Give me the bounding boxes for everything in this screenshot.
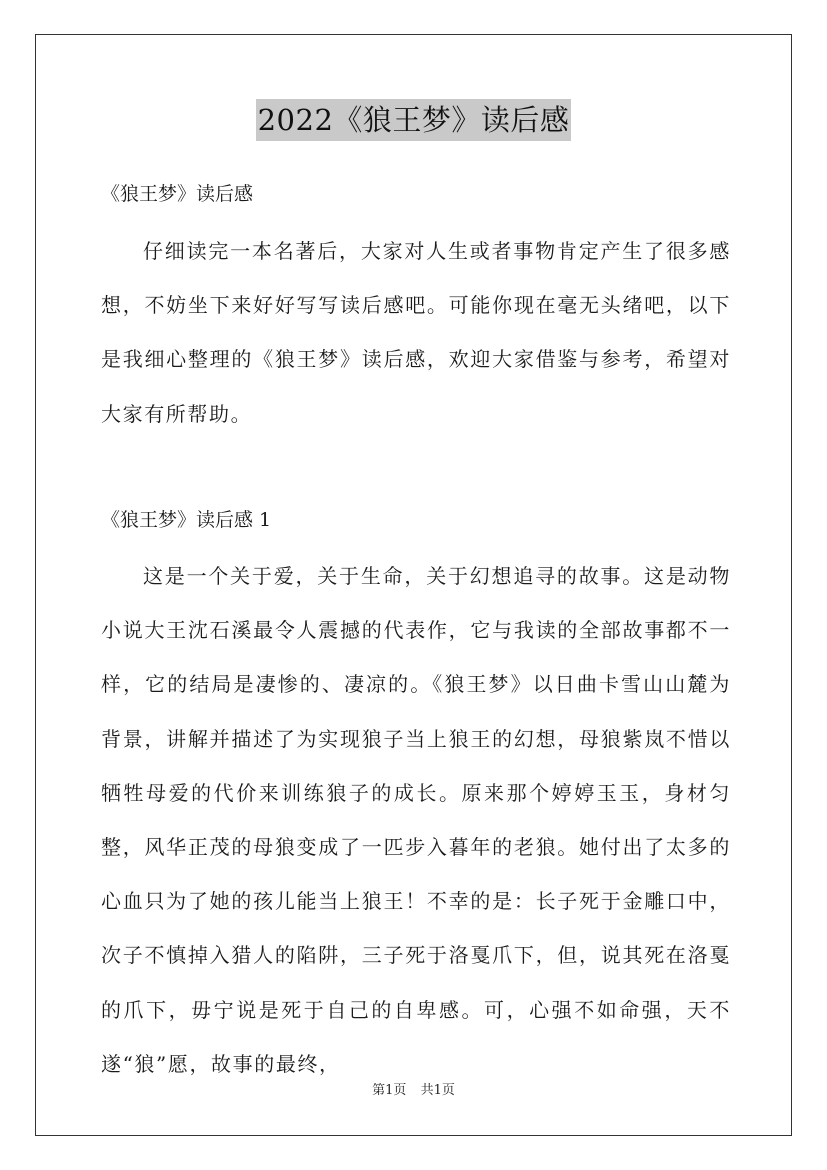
title-container — [0, 99, 827, 141]
page-total: 共1页 — [420, 1083, 455, 1098]
document-subtitle: 《狼王梦》读后感 — [101, 183, 254, 205]
page-footer — [0, 1082, 827, 1100]
section-paragraph: 这是一个关于爱，关于生命，关于幻想追寻的故事。这是动物小说大王沈石溪最令人震撼的代表作，它与我读的全部故事都不一样，它的结局是凄惨的、凄凉的。《狼王梦》以日曲卡雪山山麓为背景，讲解并描述了为实现狼子当上狼王的幻想，母狼紫岚不惜以牺牲母爱的代价来训练狼子的成长。原来那个婷婷玉玉，身材匀整，风华正茂的母狼变成了一匹步入暮年的老狼。她付出了太多的心血只为了她的孩儿能当上狼王！不幸的是：长子死于金雕口中，次子不慎掉入猎人的陷阱，三子死于洛戛爪下，但，说其死在洛戛的爪下，毋宁说是死于自己的自卑感。可，心强不如命强，天不遂“狼”愿，故事的最终， — [101, 564, 731, 1076]
document-title: 2022《狼王梦》读后感 — [256, 99, 572, 141]
intro-paragraph: 仔细读完一本名著后，大家对人生或者事物肯定产生了很多感想，不妨坐下来好好写写读后感吧。可能你现在毫无头绪吧，以下是我细心整理的《狼王梦》读后感，欢迎大家借鉴与参考，希望对大家有所帮助。 — [101, 239, 731, 426]
section-heading: 《狼王梦》读后感 1 — [101, 509, 272, 531]
page-current: 第1页 — [372, 1083, 407, 1098]
